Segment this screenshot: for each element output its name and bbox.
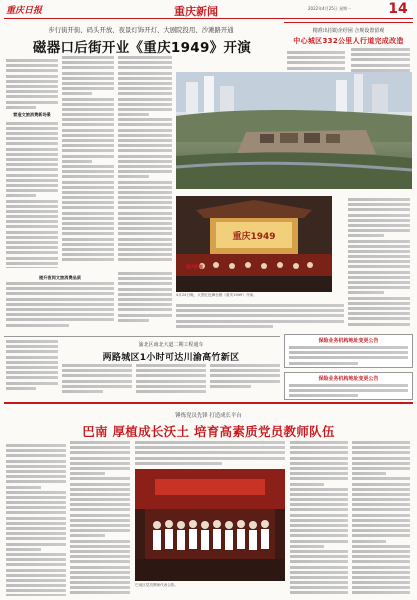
ad-box-2 — [284, 372, 413, 400]
stage-photo-vertical-caption — [336, 198, 343, 290]
side-kicker-b: 合规设置留观 — [354, 28, 385, 34]
right-text-col-lower — [348, 198, 410, 332]
side-rule — [284, 22, 413, 23]
lead-subhead-1: 营造文旅消费新场景 — [13, 111, 51, 117]
bottom-banner-rule — [4, 402, 413, 404]
mid-text-col-1 — [62, 364, 132, 400]
lead-text-col-3b — [118, 272, 172, 334]
bottom-headline: 巴南 厚植成长沃土 培育高素质党员教师队伍 — [82, 424, 335, 439]
ad-title-2: 保险业务机构地址变更公告 — [318, 376, 379, 382]
lead-headline: 磁器口后街开业《重庆1949》开演 — [32, 40, 252, 56]
masthead-rule — [4, 18, 413, 19]
stage-photo-illustration — [176, 196, 332, 292]
lead-text-col-1b — [6, 282, 114, 334]
photo-section-label: 重庆新闻 — [186, 264, 203, 269]
bottom-kicker: 锤炼党员先锋 打造成长平台 — [175, 413, 242, 419]
stage-photo — [176, 196, 332, 292]
group-photo — [135, 469, 285, 581]
stage-photo-caption: 4月24日晚，大型红色舞台剧《重庆1949》开演。 — [176, 293, 257, 297]
mid-text-col-3 — [210, 364, 280, 400]
date-line: 2022年4月25日 星期一 — [308, 6, 352, 11]
main-photo-illustration — [176, 72, 412, 189]
lead-text-row-under-photo — [176, 304, 344, 334]
mid-headline: 两路城区1小时可达川渝高竹新区 — [102, 353, 240, 363]
bottom-text-col-5 — [352, 441, 410, 596]
lead-text-col-3 — [118, 56, 172, 268]
bottom-text-col-2 — [70, 441, 130, 596]
lead-text-col-1 — [6, 56, 58, 268]
lead-subhead-2: 提升夜间文旅消费品质 — [39, 275, 81, 280]
mid-left-col — [6, 340, 58, 400]
ad-title-1: 保险业务机构地址变更公告 — [318, 338, 379, 344]
bottom-text-row-top — [135, 441, 285, 467]
newspaper-logo: 重庆日报 — [6, 6, 43, 16]
section-title: 重庆新闻 — [174, 5, 218, 18]
lead-kicker: 步行街开街、码头开放、夜景灯饰开灯、大剧院投用、沙滩路开通 — [48, 26, 234, 34]
bottom-text-col-1 — [6, 441, 66, 596]
mid-text-col-2 — [136, 364, 206, 400]
svg-text:重庆1949: 重庆1949 — [232, 232, 276, 242]
group-photo-illustration — [135, 469, 285, 581]
page-number: 14 — [384, 1, 412, 18]
lead-text-col-2 — [62, 56, 114, 268]
ad-box-1 — [284, 334, 413, 368]
mid-kicker: 渝北区南北大道二期工程通车 — [138, 342, 204, 348]
side-headline: 中心城区332公里人行道完成改造 — [293, 37, 404, 45]
bottom-text-col-4 — [290, 441, 348, 596]
side-kicker-a: 精准出招助企纾困 — [312, 28, 353, 34]
main-photo — [176, 72, 412, 189]
side-kicker — [284, 27, 413, 34]
group-photo-caption: 巴南区党员教师代表合影。 — [135, 583, 179, 587]
mid-rule — [4, 336, 280, 337]
